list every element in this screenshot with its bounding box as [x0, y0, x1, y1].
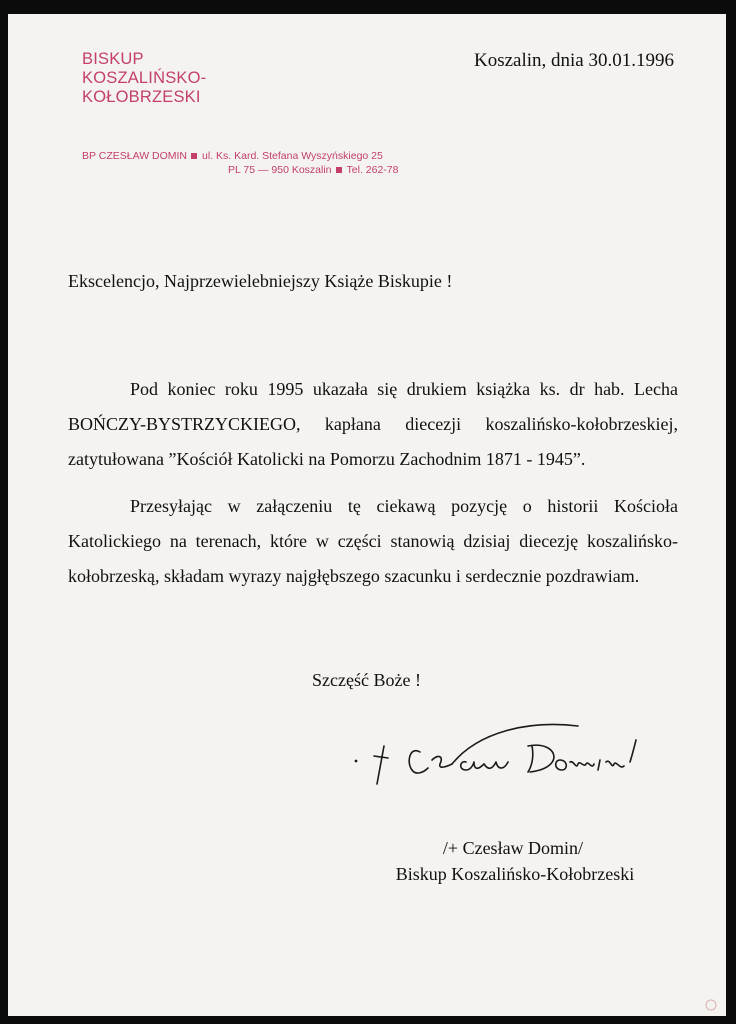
paragraph-2: Przesyłając w załączeniu tę ciekawą pozycję o historii Kościoła Katolickiego na terenach, które w części stanowią dzisiaj diecezję koszalińsko-kołobrzeską, składam wyrazy najgłębszego szacunku i serdecznie pozdrawiam.: [68, 496, 678, 586]
address-phone: Tel. 262-78: [346, 164, 399, 176]
letterhead-line-3: KOŁOBRZESKI: [82, 88, 201, 106]
signature-name-line: /+ Czesław Domin/: [442, 838, 584, 858]
letterhead-line-1: BISKUP: [82, 50, 144, 68]
letterhead-address-line-2: [228, 164, 398, 176]
closing-blessing: Szczęść Boże !: [312, 670, 421, 690]
letterhead-address-line-1: [82, 150, 383, 162]
address-street: ul. Ks. Kard. Stefana Wyszyńskiego 25: [202, 150, 383, 162]
corner-stamp-icon: [704, 998, 718, 1012]
square-bullet-icon: [191, 153, 197, 159]
signature-title-line: Biskup Koszalińsko-Kołobrzeski: [395, 864, 635, 884]
letterhead-logo: [82, 50, 206, 107]
address-name: BP CZESŁAW DOMIN: [82, 150, 188, 162]
salutation: Ekscelencjo, Najprzewielebniejszy Książe Biskupie !: [68, 271, 453, 291]
handwritten-signature: [348, 712, 678, 792]
paragraph-1: Pod koniec roku 1995 ukazała się drukiem książka ks. dr hab. Lecha BOŃCZY-BYSTRZYCKIEGO, kapłana diecezji koszalińsko-kołobrzeskiej, zatytułowana ”Kościół Katolicki na Pomorzu Zachodnim 1871 - 1945”.: [68, 379, 678, 469]
square-bullet-icon: [336, 167, 342, 173]
letterhead-line-2: KOSZALIŃSKO-: [82, 69, 207, 87]
letter-date: Koszalin, dnia 30.01.1996: [473, 50, 674, 71]
address-postal: PL 75 — 950 Koszalin: [228, 164, 332, 176]
